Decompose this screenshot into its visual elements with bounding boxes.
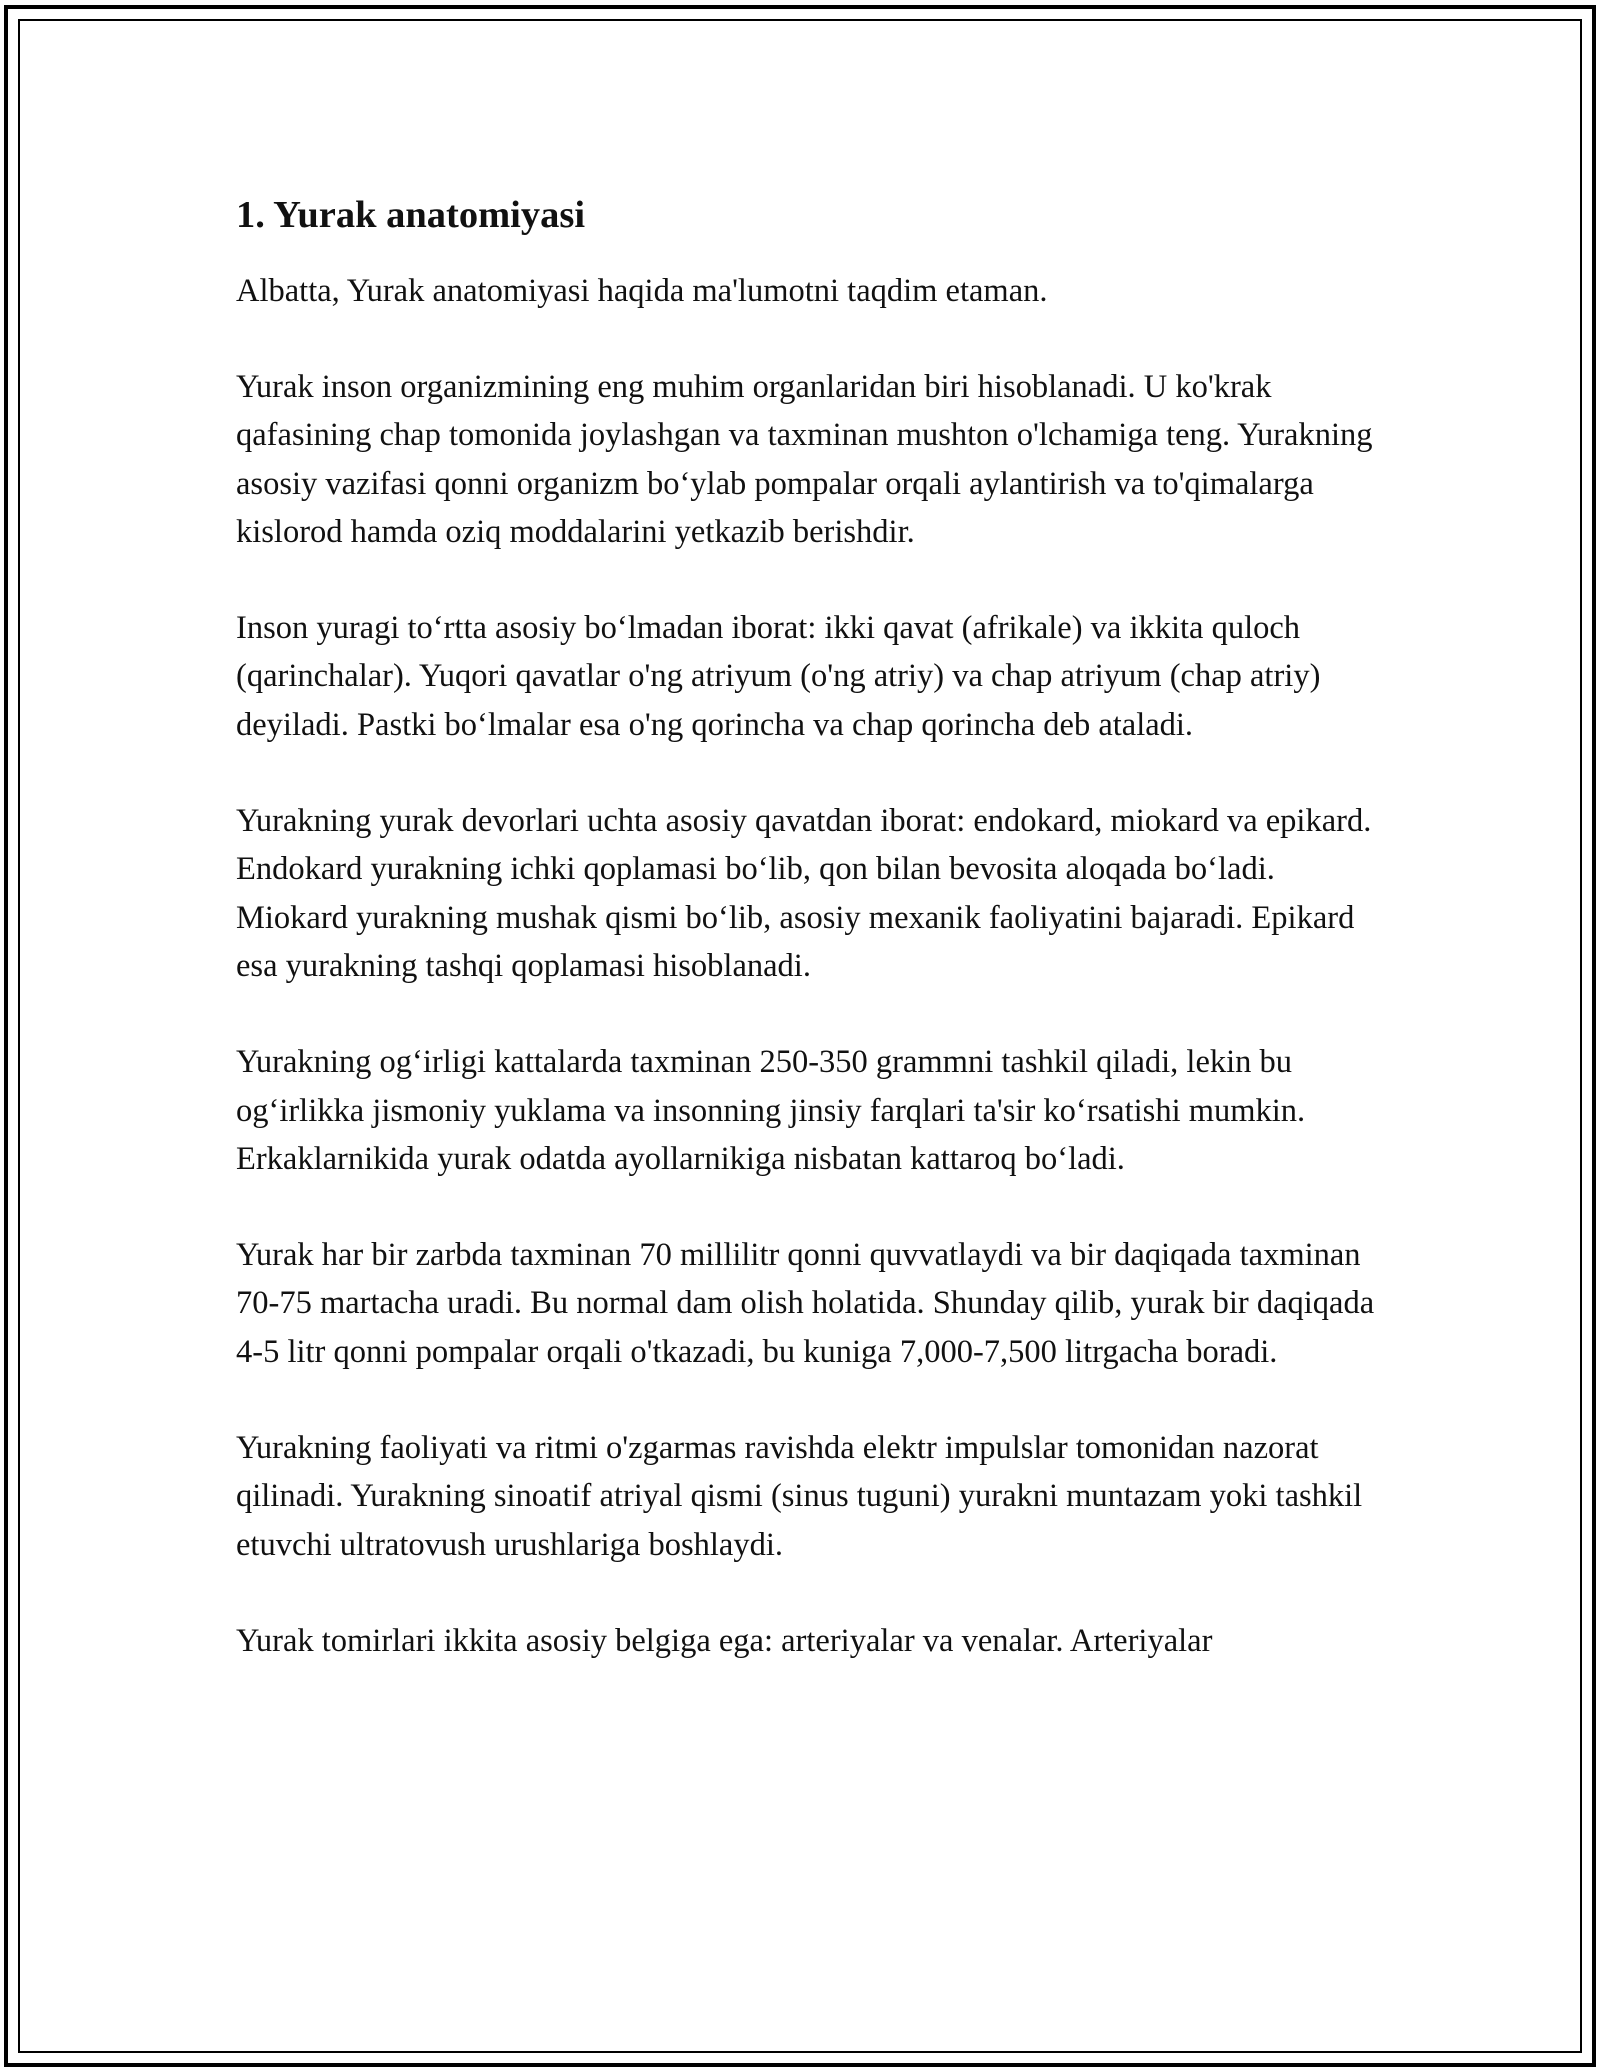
section-heading: 1. Yurak anatomiyasi <box>236 194 586 236</box>
paragraph-heart-vessels: Yurak tomirlari ikkita asosiy belgiga ega: arteriyalar va venalar. Arteriyalar <box>236 1622 1213 1659</box>
paragraph-heart-rhythm: Yurakning faoliyati va ritmi o'zgarmas ravishda elektr impulslar tomonidan nazorat qilinadi. Yurakning sinoatif atriyal qismi (sinus tuguni) yurakni muntazam yoki tashkil etuvchi ultratovush urushlariga boshlaydi. <box>236 1430 1363 1563</box>
document-body <box>236 190 1376 1665</box>
paragraph-heart-output: Yurak har bir zarbda taxminan 70 millilitr qonni quvvatlaydi va bir daqiqada taxminan 70-75 martacha uradi. Bu normal dam olish holatida. Shunday qilib, yurak bir daqiqada 4-5 litr qonni pompalar orqali o'tkazadi, bu kuniga 7,000-7,500 litrgacha boradi. <box>236 1237 1375 1370</box>
intro-paragraph: Albatta, Yurak anatomiyasi haqida ma'lumotni taqdim etaman. <box>236 273 1048 309</box>
paragraph-heart-overview: Yurak inson organizmining eng muhim organlaridan biri hisoblanadi. U ko'krak qafasining chap tomonida joylashgan va taxminan mushton o'lchamiga teng. Yurakning asosiy vazifasi qonni organizm bo‘ylab pompalar orqali aylantirish va to'qimalarga kislorod hamda oziq moddalarini yetkazib berishdir. <box>236 369 1373 550</box>
paragraph-heart-walls: Yurakning yurak devorlari uchta asosiy qavatdan iborat: endokard, miokard va epikard. Endokard yurakning ichki qoplamasi bo‘lib, qon bilan bevosita aloqada bo‘ladi. Miokard yurakning mushak qismi bo‘lib, asosiy mexanik faoliyatini bajaradi. Epikard esa yurakning tashqi qoplamasi hisoblanadi. <box>236 803 1372 984</box>
paragraph-heart-chambers: Inson yuragi to‘rtta asosiy bo‘lmadan iborat: ikki qavat (afrikale) va ikkita quloch (qarinchalar). Yuqori qavatlar o'ng atriyum (o'ng atriy) va chap atriyum (chap atriy) deyiladi. Pastki bo‘lmalar esa o'ng qorincha va chap qorincha deb ataladi. <box>236 610 1321 743</box>
paragraph-heart-weight: Yurakning og‘irligi kattalarda taxminan 250-350 grammni tashkil qiladi, lekin bu og‘irlikka jismoniy yuklama va insonning jinsiy farqlari ta'sir ko‘rsatishi mumkin. Erkaklarnikida yurak odatda ayollarnikiga nisbatan kattaroq bo‘ladi. <box>236 1044 1306 1177</box>
